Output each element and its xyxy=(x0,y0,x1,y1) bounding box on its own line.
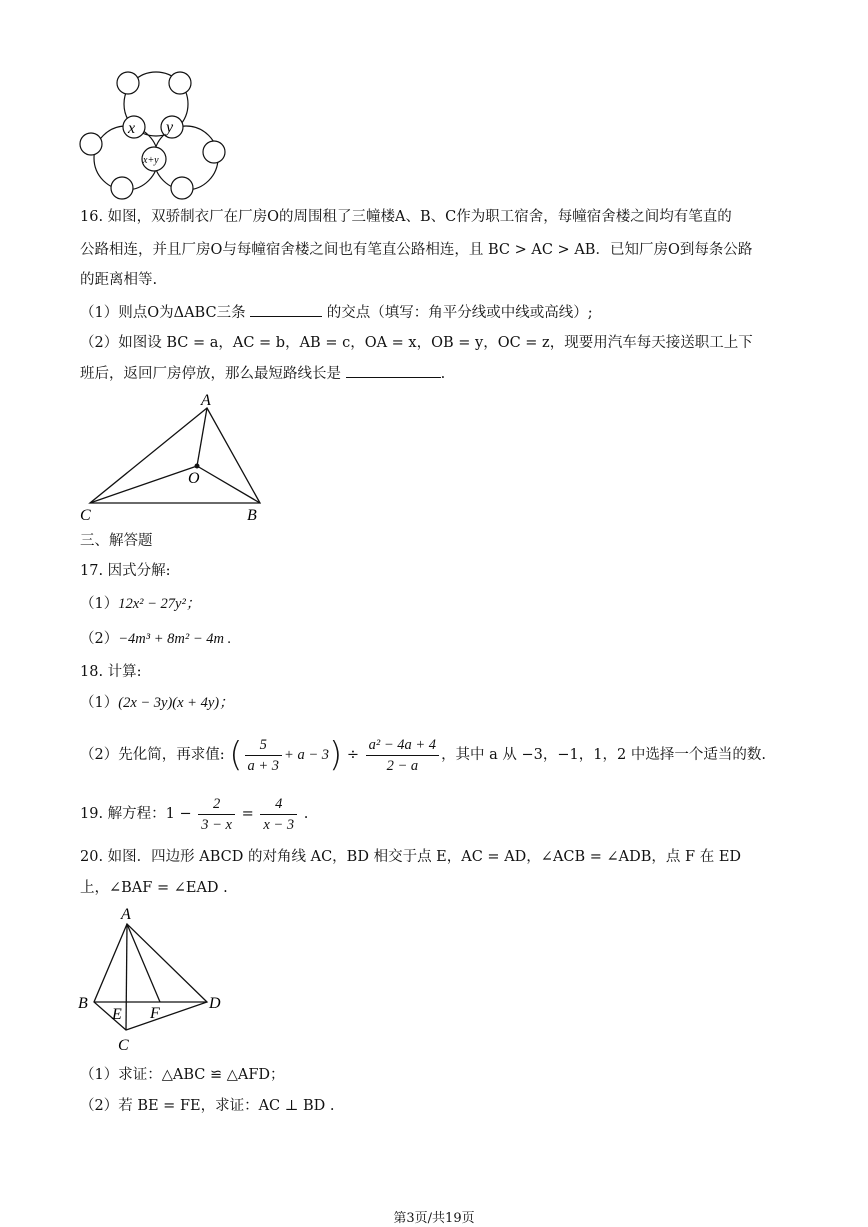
q20-part1: （1）求证：△ABC ≌ △AFD； xyxy=(80,1067,285,1083)
divide-sign: ÷ xyxy=(346,747,360,763)
answer-blank[interactable] xyxy=(250,302,322,317)
small-circle xyxy=(117,72,139,94)
segment-ob xyxy=(197,466,260,503)
diagonal-ac xyxy=(126,924,127,1030)
q16-line1: 16. 如图，双骄制衣厂在厂房O的周围租了三幢楼A、B、C作为职工宿舍，每幢宿舍楼之间均有笔直的 xyxy=(80,209,732,225)
q18-part2 xyxy=(80,733,766,777)
q16-line2: 公路相连，并且厂房O与每幢宿舍楼之间也有笔直公路相连，且 BC > AC > AB．已知厂房O到每条公路 xyxy=(80,242,753,258)
small-circle xyxy=(169,72,191,94)
q18-title: 18. 计算: xyxy=(80,664,142,680)
q18-part1-expr: (2x − 3y)(x + 4y)； xyxy=(118,695,234,711)
q16-part1-tail: 的交点（填写：角平分线或中线或高线）; xyxy=(326,305,593,321)
q17-part1 xyxy=(80,594,200,614)
sum-label: x+y xyxy=(143,155,159,166)
fraction-1-den: a + 3 xyxy=(247,757,280,774)
q20-line1: 20. 如图．四边形 ABCD 的对角线 AC，BD 相交于点 E，AC = AD，∠ACB = ∠ADB，点 F 在 ED xyxy=(80,849,742,865)
label-e: E xyxy=(112,1006,122,1023)
left-paren: ( xyxy=(229,735,243,775)
label-o: O xyxy=(188,470,200,487)
segment-oc xyxy=(90,466,197,503)
quadrilateral-abcd-figure xyxy=(72,902,232,1057)
small-circle xyxy=(80,133,102,155)
q16-part2: （2）如图设 BC = a，AC = b，AB = c，OA = x，OB = y，OC = z，现要用汽车每天接送职工上下 xyxy=(80,335,753,351)
q18-tail: ，其中 a 从 −3，−1，1，2 中选择一个适当的数. xyxy=(441,747,766,763)
q19-fraction-2-num: 4 xyxy=(260,794,297,815)
y-label: y xyxy=(166,119,174,136)
page-footer: 第3页/共19页 xyxy=(393,1211,475,1226)
q17-part1-expr: 12x² − 27y²； xyxy=(118,596,201,612)
label-a: A xyxy=(201,392,211,409)
small-circle xyxy=(203,141,225,163)
q18-part2-label: （2）先化简，再求值: xyxy=(80,747,225,763)
label-a: A xyxy=(121,906,131,923)
q16-line3: 的距离相等. xyxy=(80,272,158,288)
q19 xyxy=(80,792,308,836)
label-b: B xyxy=(78,995,88,1012)
point-o xyxy=(195,464,200,469)
q19-fraction-1-num: 2 xyxy=(198,794,235,815)
fraction-2-num: a² − 4a + 4 xyxy=(366,735,439,756)
small-circle xyxy=(111,177,133,199)
q19-fraction-1-den: 3 − x xyxy=(201,816,232,833)
q16-part2-line2 xyxy=(80,363,445,384)
label-d: D xyxy=(209,995,221,1012)
q18-mid: + a − 3 xyxy=(284,747,329,763)
q17-part2-expr: −4m³ + 8m² − 4m . xyxy=(118,631,232,647)
q18-part1-label: （1） xyxy=(80,695,119,711)
label-c: C xyxy=(80,507,91,524)
q16-part1 xyxy=(80,302,593,323)
segment-oa xyxy=(197,408,207,466)
q19-equals: = xyxy=(241,806,254,822)
q18-part1 xyxy=(80,693,234,713)
q16-part1-text: （1）则点O为ΔABC三条 xyxy=(80,305,246,321)
section-title: 三、解答题 xyxy=(80,533,153,549)
q17-part1-label: （1） xyxy=(80,596,119,612)
fraction-2 xyxy=(366,735,439,776)
q20-line2: 上，∠BAF = ∠EAD . xyxy=(80,880,228,896)
segment-af xyxy=(127,924,160,1002)
answer-blank[interactable] xyxy=(346,363,441,378)
q17-title: 17. 因式分解: xyxy=(80,563,171,579)
label-f: F xyxy=(150,1005,160,1022)
q19-end: . xyxy=(303,806,309,822)
q17-part2-label: （2） xyxy=(80,631,119,647)
fraction-1-num: 5 xyxy=(245,735,283,756)
label-c: C xyxy=(118,1037,129,1054)
q19-fraction-2-den: x − 3 xyxy=(263,816,295,833)
q16-part2-end: . xyxy=(440,366,446,382)
q20-part2: （2）若 BE = FE，求证：AC ⊥ BD . xyxy=(80,1098,335,1114)
circle-puzzle-figure xyxy=(70,64,240,204)
q17-part2 xyxy=(80,629,231,649)
x-label: x xyxy=(128,120,136,137)
q19-label: 19. 解方程：1 − xyxy=(80,806,192,822)
right-paren: ) xyxy=(329,735,343,775)
small-circle xyxy=(171,177,193,199)
fraction-2-den: 2 − a xyxy=(386,757,419,774)
label-b: B xyxy=(247,507,257,524)
q16-part2-text: 班后，返回厂房停放，那么最短路线长是 xyxy=(80,366,341,382)
q19-fraction-1 xyxy=(198,794,235,835)
triangle-abc-figure xyxy=(72,390,282,525)
q19-fraction-2 xyxy=(260,794,297,835)
fraction-1 xyxy=(245,735,283,776)
